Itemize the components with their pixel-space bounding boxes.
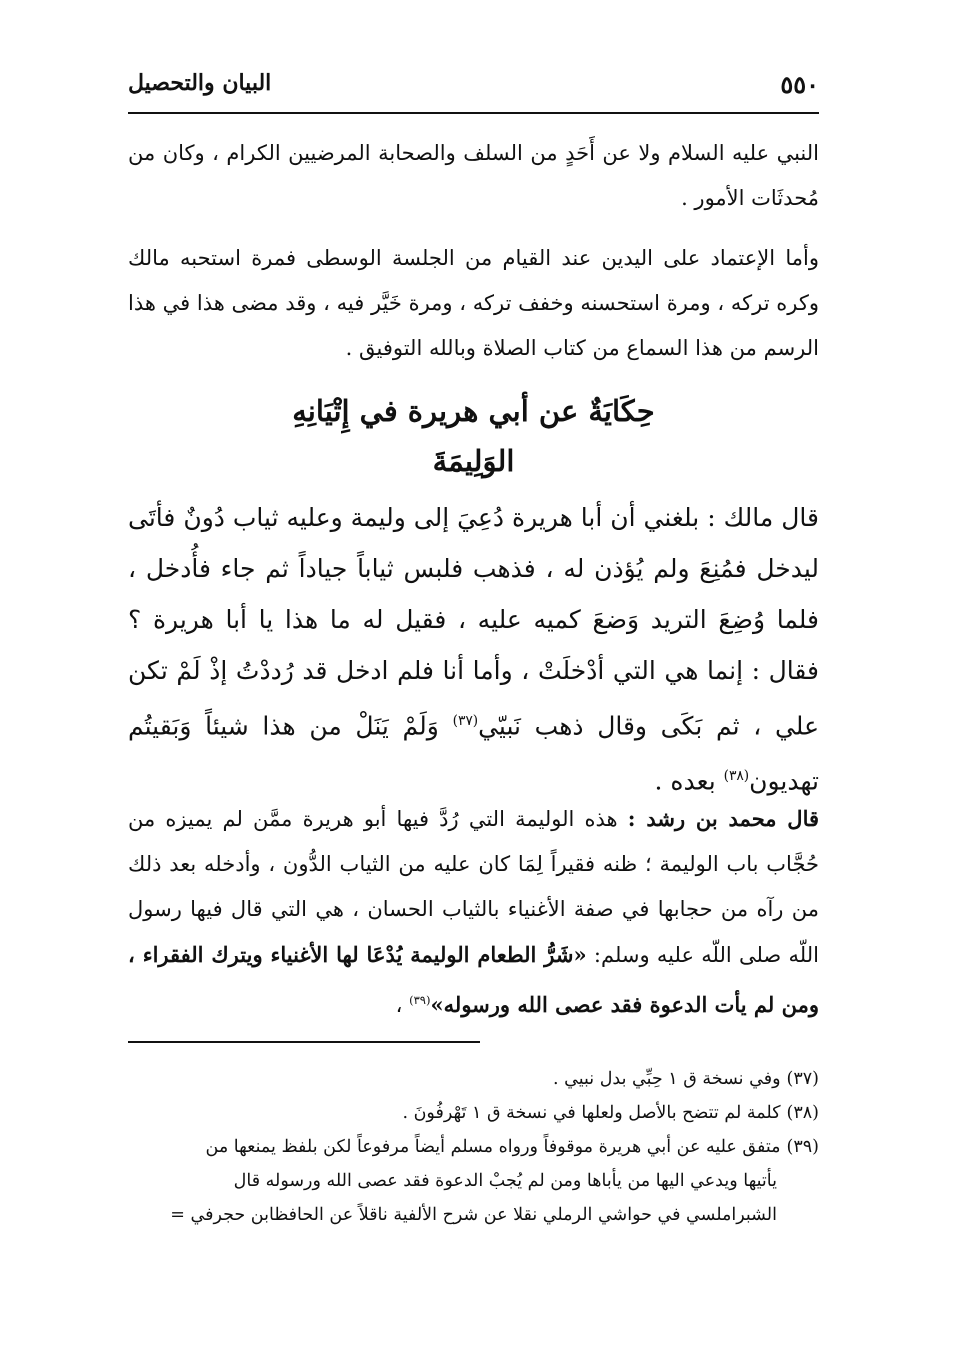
footnote-ref-39[interactable]: (٣٩) [409,993,431,1007]
footnote-38 [110,1096,819,1130]
narration-text-cont: وَلَمْ يَنَلْ من هذا شيئاً وَبَقيتُم تهديون [128,711,819,796]
running-title: البيان والتحصيل [128,70,272,96]
footnote-ref-37[interactable]: (٣٧) [452,713,479,729]
paragraph-1: النبي عليه السلام ولا عن أَحَدٍ من السلف والصحابة المرضيين الكرام ، وكان من مُحدثَات الأمور . [128,141,819,210]
footnote-37 [110,1062,819,1096]
page-header [128,62,819,108]
narration-text: قال مالك : بلغني أن أبا هريرة دُعِيَ إلى وليمة وعليه ثياب دُونٌ فأتَى ليدخل فمُنِعَ ولم يُؤذن له ، فذهب فلبس ثياباً جياداً ثم جاء فأُدخل ، فلما وُضِعَ التريد وَضعَ كميه عليه ، فقيل له ما هذا يا أبا هريرة ؟ فقال : إنما هي التي أدْخلَتْ ، وأما أنا فلم ادخل قد رُددْتُ إذْ لَمْ تكن علي ، ثم بَكَى وقال ذهب نَبيّي [128,503,819,741]
footnote-number: (٣٩) [786,1137,819,1157]
footnote-39-continuation: يأتيها ويدعي اليها من يأباها ومن لم يُجبْ الدعوة فقد عصى الله ورسوله قال [233,1171,777,1191]
chapter-title-line-1: حِكَايَةٌ عن أبي هريرة في إِتْيَانِهِ [292,394,655,428]
footnotes [110,1062,819,1232]
hadith-quote: «شَرُّ الطعام الوليمة يُدْعَا لها الأغنياء ويترك الفقراء ، ومن لم يأت الدعوة فقد عصى الله ورسوله» [128,942,819,1017]
commentary-paragraph [128,796,819,1028]
footnote-text: وفي نسخة ق ١ حِبِّي بدل نبيي . [552,1069,781,1089]
chapter-title [128,386,819,486]
narration-paragraph [128,492,819,807]
header-divider [128,112,819,114]
footnote-text: متفق عليه عن أبي هريرة موقوفاً ورواه مسلم أيضاً مرفوعاً لكن بلفظ يمنعها من [205,1137,781,1157]
narration-text-end: بعده . [654,766,716,796]
footnote-39 [110,1130,819,1164]
commentary-text: هذه الوليمة التي رُدَّ فيها أبو هريرة ممَّن لم يميزه من حُجَّاب باب الوليمة ؛ ظنه فقيراً لِمَا كان عليه من الثياب الدُّون ، وأدخله بعد ذلك من رآه من حجابها في صفة الأغنياء بالثياب الحسان ، هي التي قال فيها رسول اللّه صلى اللّه عليه وسلم: [128,807,819,967]
footnote-divider [128,1041,480,1043]
footnote-39-continuation-2: الشبراملسي في حواشي الرملي نقلا عن شرح الألفية ناقلاً عن الحافظابن حجرفي = [170,1205,777,1225]
commentary-text-end: ، [395,993,403,1017]
page-number: ٥٥٠ [780,70,819,99]
paragraph-2: وأما الإعتماد على اليدين عند القيام من الجلسة الوسطى فمرة استحبه مالك وكره تركه ، ومرة استحسنه وخفف تركه ، ومرة خَيَّر فيه ، وقد مضى هذا في هذا الرسم من هذا السماع من كتاب الصلاة وبالله التوفيق . [128,246,819,360]
footnote-text: كلمة لم تتضح بالأصل ولعلها في نسخة ق ١ تَهْرفُونَ . [402,1103,781,1123]
footnote-number: (٣٨) [786,1103,819,1123]
footnote-ref-38[interactable]: (٣٨) [723,768,750,785]
chapter-title-line-2: الوَلِيمَةَ [432,444,515,478]
commentary-lead: قال محمد بن رشد : [627,806,820,831]
footnote-number: (٣٧) [786,1069,819,1089]
